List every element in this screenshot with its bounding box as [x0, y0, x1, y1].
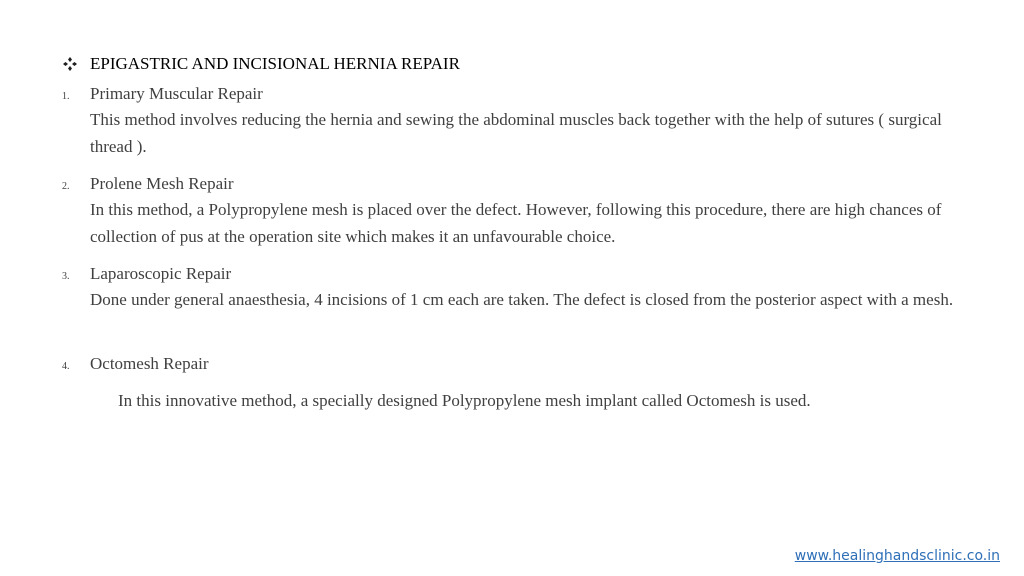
list-item-description: In this method, a Polypropylene mesh is placed over the defect. However, following this procedure, there are high chances of collection of pus at the operation site which makes it an unfavourable choice. — [90, 200, 942, 246]
list-item-description: Done under general anaesthesia, 4 incisions of 1 cm each are taken. The defect is closed from the posterior aspect with a mesh. — [90, 290, 954, 309]
list-item-title: Prolene Mesh Repair — [90, 174, 234, 193]
website-link[interactable]: www.healinghandsclinic.co.in — [794, 548, 1000, 564]
list-number: 1. — [62, 91, 70, 102]
list-number: 2. — [62, 181, 70, 192]
diamond-bullet-icon — [62, 56, 78, 72]
list-number: 3. — [62, 271, 70, 282]
list-item-title: Octomesh Repair — [90, 354, 209, 373]
list-item-title: Laparoscopic Repair — [90, 264, 232, 283]
list-item-description: In this innovative method, a specially designed Polypropylene mesh implant called Octomesh is used. — [118, 391, 811, 410]
section-heading: EPIGASTRIC AND INCISIONAL HERNIA REPAIR — [90, 54, 460, 73]
list-item-title: Primary Muscular Repair — [90, 84, 263, 103]
list-item-description: This method involves reducing the hernia and sewing the abdominal muscles back together with the help of sutures ( surgical thread ). — [90, 110, 942, 156]
section-heading-row — [62, 54, 460, 74]
list-number: 4. — [62, 361, 70, 372]
